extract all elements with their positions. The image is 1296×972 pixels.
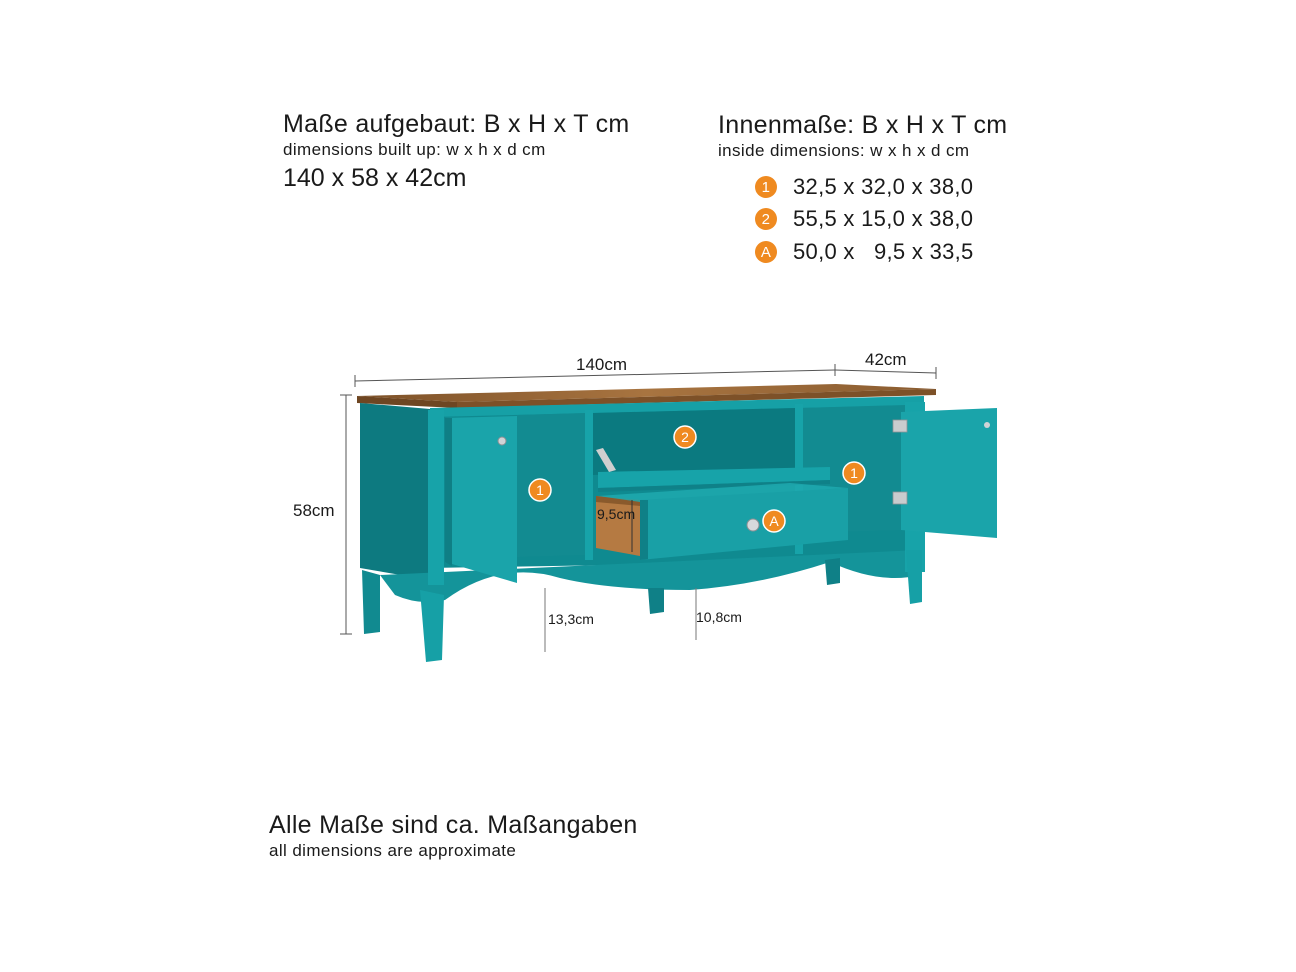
footer-note-de: Alle Maße sind ca. Maßangaben bbox=[269, 811, 638, 839]
marker-center-label: 2 bbox=[681, 429, 689, 445]
outer-title-de: Maße aufgebaut: B x H x T cm bbox=[283, 110, 630, 138]
marker-drawer-label: A bbox=[769, 513, 779, 529]
footer-note-en: all dimensions are approximate bbox=[269, 841, 517, 860]
marker-left-label: 1 bbox=[536, 482, 544, 498]
marker-badge: 1 bbox=[755, 176, 777, 198]
marker-right bbox=[843, 462, 865, 484]
inner-row-value: 50,0 x 9,5 x 33,5 bbox=[793, 239, 974, 264]
drawer-height-label: 9,5cm bbox=[597, 506, 636, 522]
outer-title-en: dimensions built up: w x h x d cm bbox=[283, 140, 546, 159]
depth-label: 42cm bbox=[865, 350, 907, 369]
inner-row-value: 32,5 x 32,0 x 38,0 bbox=[793, 174, 974, 199]
marker-left bbox=[529, 479, 551, 501]
clearance-side-label: 13,3cm bbox=[548, 611, 594, 627]
right-door bbox=[893, 408, 997, 538]
height-label: 58cm bbox=[293, 501, 335, 520]
inner-row-value: 55,5 x 15,0 x 38,0 bbox=[793, 206, 974, 231]
inner-title-de: Innenmaße: B x H x T cm bbox=[718, 111, 1008, 139]
width-label: 140cm bbox=[576, 355, 628, 374]
marker-right-label: 1 bbox=[850, 465, 858, 481]
marker-badge: 2 bbox=[755, 208, 777, 230]
inner-title-en: inside dimensions: w x h x d cm bbox=[718, 141, 970, 160]
marker-center bbox=[674, 426, 696, 448]
marker-drawer bbox=[763, 510, 785, 532]
height-dimension-line bbox=[340, 395, 352, 634]
left-door bbox=[445, 416, 517, 583]
marker-badge: A bbox=[755, 241, 777, 263]
clearance-center-label: 10,8cm bbox=[696, 609, 742, 625]
outer-dimensions-value: 140 x 58 x 42cm bbox=[283, 164, 467, 192]
